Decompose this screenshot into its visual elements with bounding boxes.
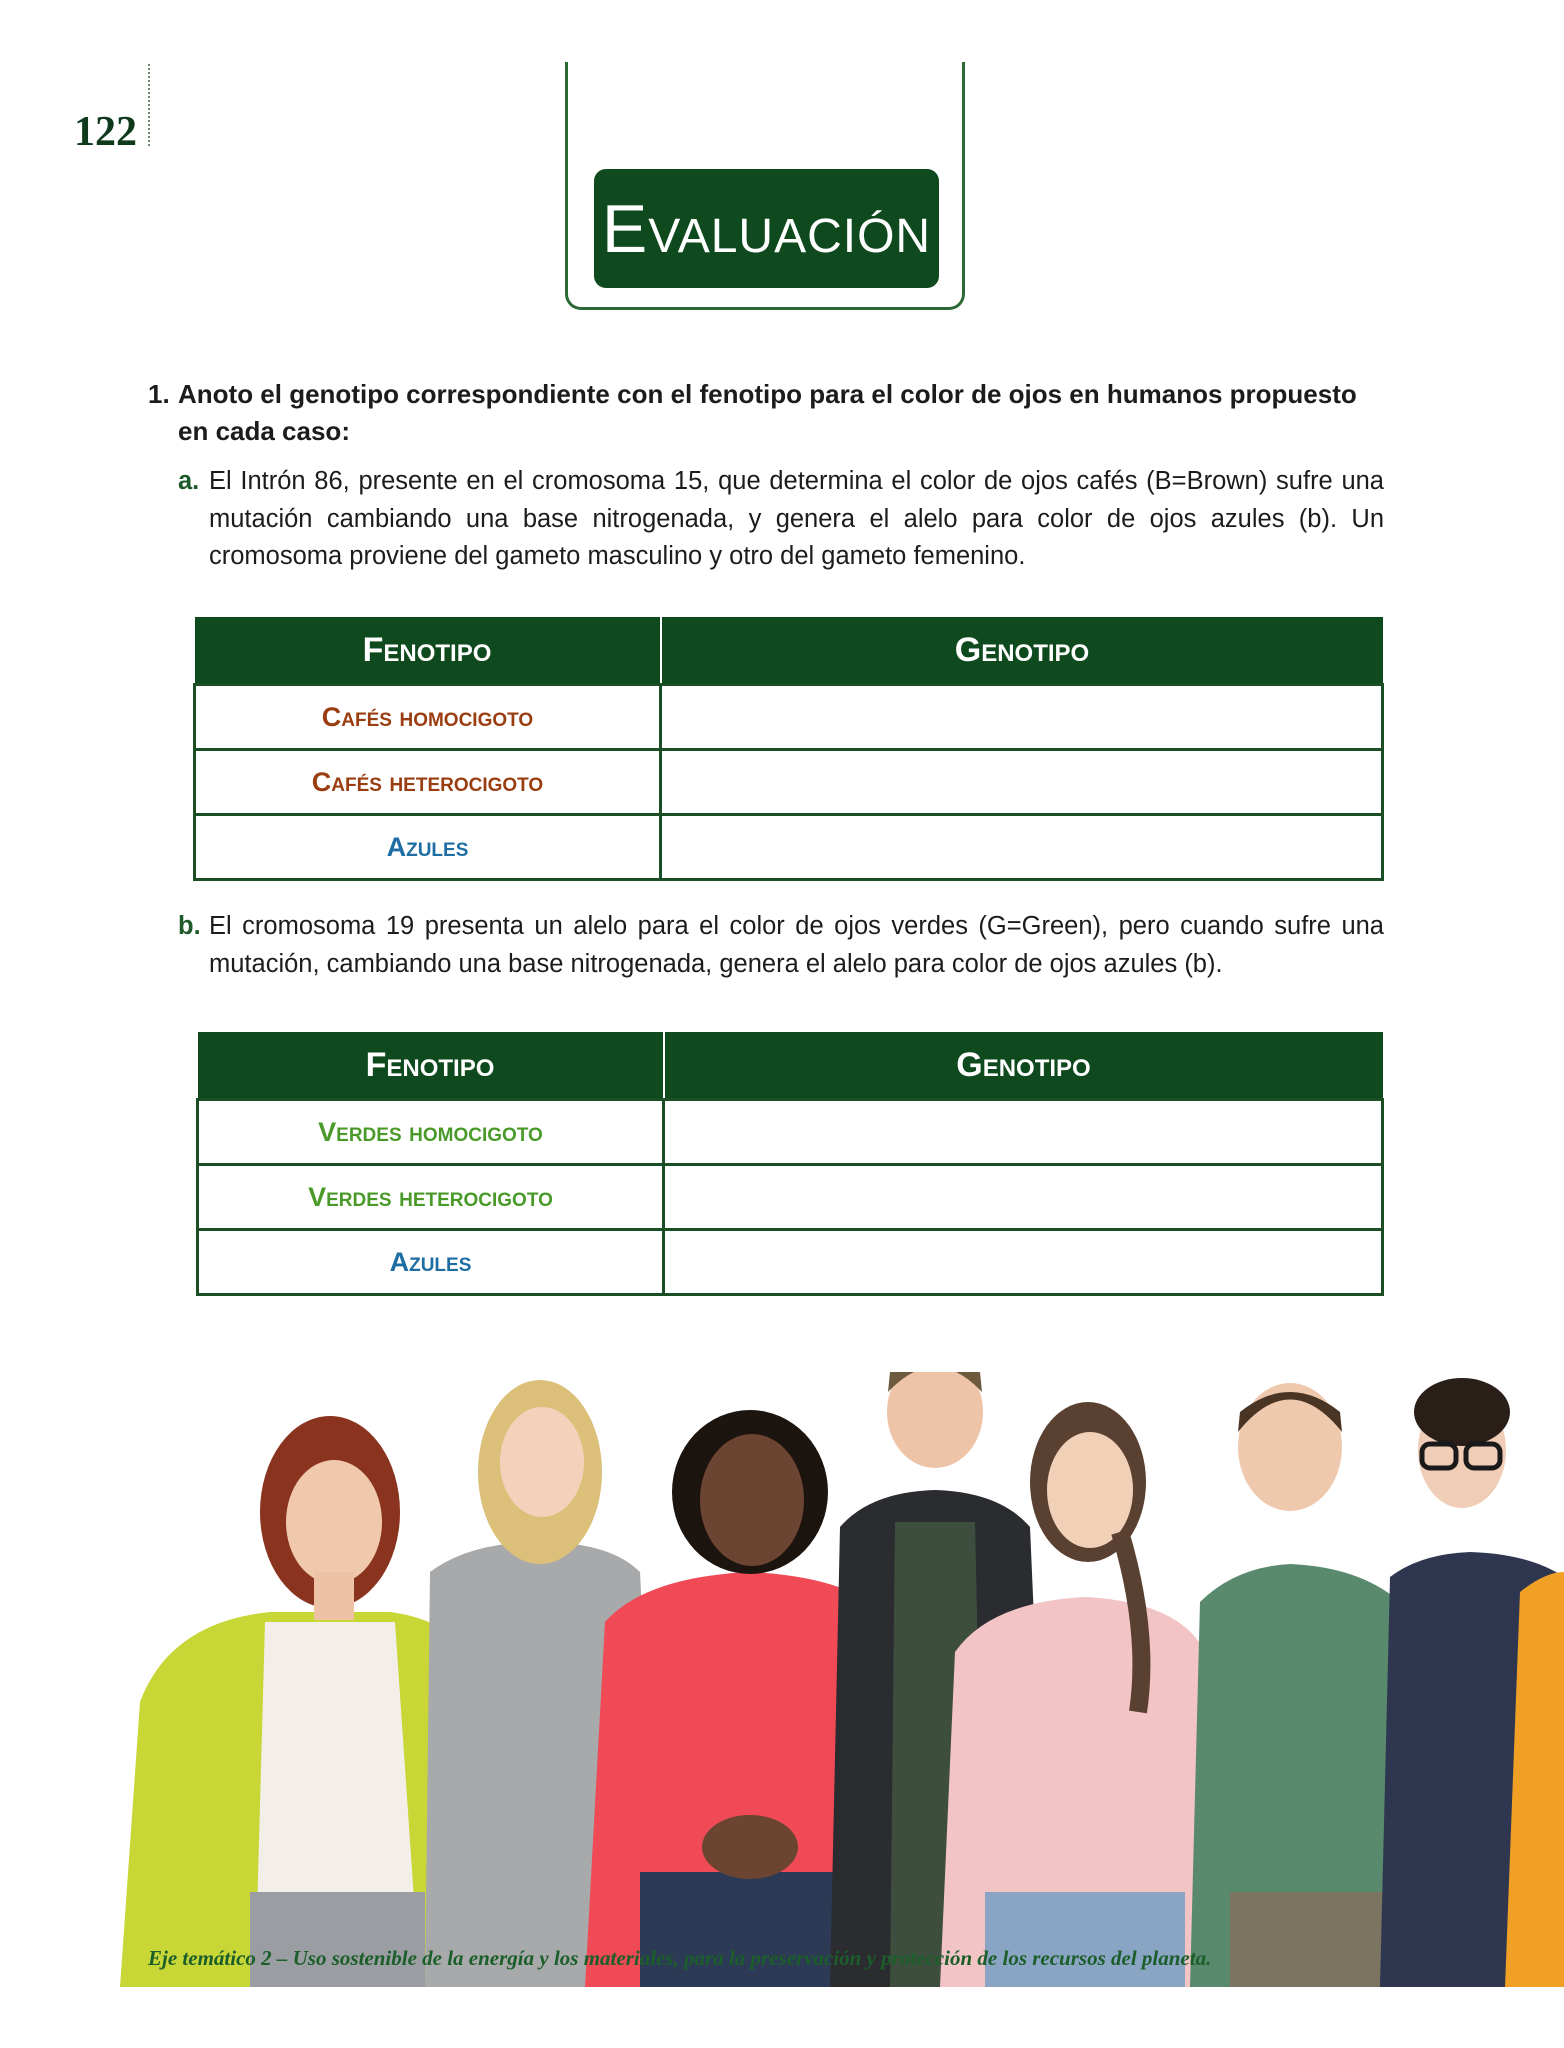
- page-number: 122: [74, 109, 137, 155]
- table-row: [198, 1100, 1383, 1165]
- genotipo-answer-cell[interactable]: [664, 1100, 1383, 1165]
- question-number: 1.: [148, 379, 170, 409]
- question-text: Anoto el genotipo correspondiente con el fenotipo para el color de ojos en humanos propuesto en cada caso:: [178, 379, 1357, 446]
- table-row: [198, 1165, 1383, 1230]
- table-row: [195, 815, 1383, 880]
- fenotipo-cell: Azules: [195, 815, 661, 880]
- header-fenotipo: Fenotipo: [195, 617, 661, 685]
- genotipo-answer-cell[interactable]: [661, 750, 1383, 815]
- group-photo: [0, 1372, 1564, 1987]
- fenotipo-cell: Azules: [198, 1230, 664, 1295]
- fenotipo-cell: Verdes heterocigoto: [198, 1165, 664, 1230]
- table-row: [195, 685, 1383, 750]
- page-title: Evaluación: [594, 169, 939, 288]
- table-part-a: [193, 617, 1384, 881]
- part-b-letter: b.: [178, 912, 201, 940]
- part-a-text: El Intrón 86, presente en el cromosoma 15, que determina el color de ojos cafés (B=Brown) sufre una mutación cambiando una base nitrogenada, y genera el alelo para color de ojos azules (b). Un cromosoma proviene del gameto masculino y otro del gameto femenino.: [209, 467, 1384, 570]
- part-a-letter: a.: [178, 467, 200, 495]
- genotipo-answer-cell[interactable]: [664, 1165, 1383, 1230]
- question-1: [148, 376, 1388, 450]
- fenotipo-cell: Cafés homocigoto: [195, 685, 661, 750]
- header-fenotipo: Fenotipo: [198, 1032, 664, 1100]
- part-a: [178, 463, 1384, 576]
- page-number-divider: [148, 64, 150, 146]
- table-part-b: [196, 1032, 1384, 1296]
- people-illustration: [0, 1372, 1564, 1987]
- fenotipo-cell: Verdes homocigoto: [198, 1100, 664, 1165]
- genotipo-answer-cell[interactable]: [664, 1230, 1383, 1295]
- genotipo-answer-cell[interactable]: [661, 815, 1383, 880]
- table-header-row: [195, 617, 1383, 685]
- person-figure: [940, 1402, 1225, 1987]
- part-b: [178, 908, 1384, 983]
- fenotipo-cell: Cafés heterocigoto: [195, 750, 661, 815]
- table-row: [198, 1230, 1383, 1295]
- header-genotipo: Genotipo: [664, 1032, 1383, 1100]
- footer-theme-text: Eje temático 2 – Uso sostenible de la energía y los materiales, para la preservación y protección de los recursos del planeta.: [148, 1946, 1212, 1970]
- part-b-text: El cromosoma 19 presenta un alelo para el color de ojos verdes (G=Green), pero cuando sufre una mutación, cambiando una base nitrogenada, genera el alelo para color de ojos azules (b).: [209, 912, 1384, 978]
- table-row: [195, 750, 1383, 815]
- genotipo-answer-cell[interactable]: [661, 685, 1383, 750]
- header-genotipo: Genotipo: [661, 617, 1383, 685]
- table-header-row: [198, 1032, 1383, 1100]
